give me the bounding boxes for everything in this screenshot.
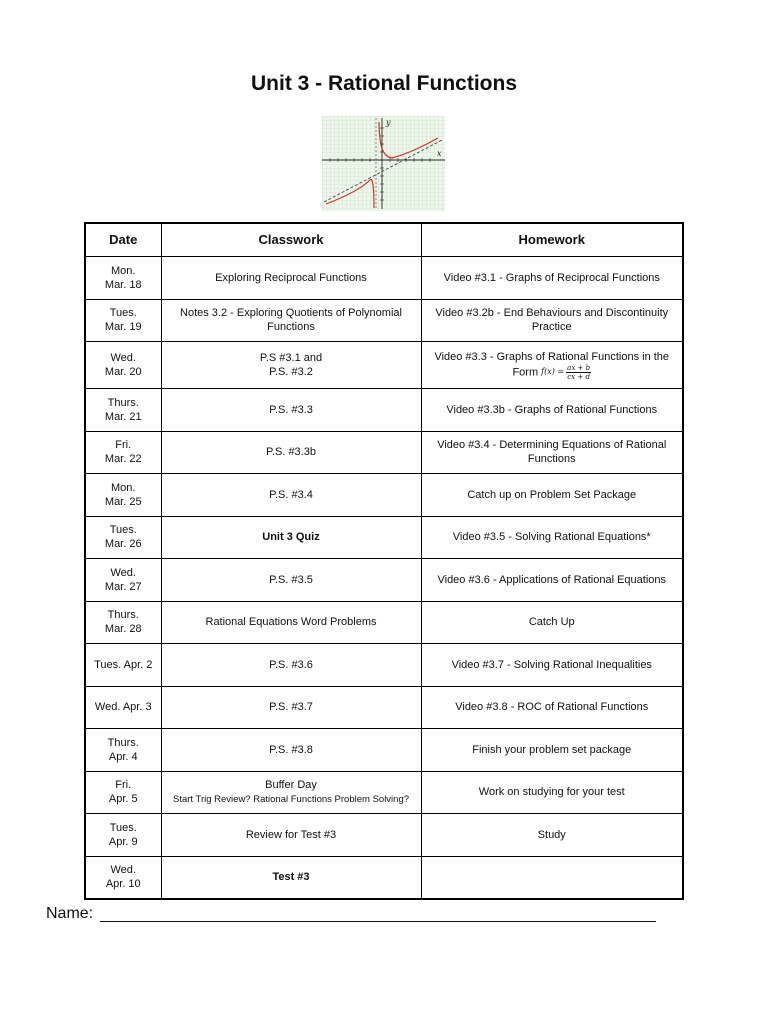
rational-function-graph (322, 116, 445, 211)
classwork-cell: Notes 3.2 - Exploring Quotients of Polynomial Functions (161, 299, 421, 342)
classwork-cell: Review for Test #3 (161, 814, 421, 857)
homework-cell: Finish your problem set package (421, 729, 683, 772)
classwork-cell: P.S. #3.3 (161, 389, 421, 432)
date-cell: Wed. Mar. 20 (85, 342, 161, 389)
date-cell: Thurs. Mar. 28 (85, 601, 161, 644)
rational-formula: f(x) = $\frac{ax + b}{cx + d}$ (541, 363, 591, 381)
homework-cell: Video #3.4 - Determining Equations of Rational Functions (421, 431, 683, 474)
table-row (85, 559, 683, 602)
date-cell: Wed. Apr. 10 (85, 856, 161, 899)
homework-cell: Video #3.6 - Applications of Rational Equations (421, 559, 683, 602)
classwork-cell: Rational Equations Word Problems (161, 601, 421, 644)
date-cell: Mon. Mar. 25 (85, 474, 161, 517)
homework-cell: Catch Up (421, 601, 683, 644)
classwork-cell: P.S. #3.3b (161, 431, 421, 474)
homework-cell: Video #3.5 - Solving Rational Equations* (421, 516, 683, 559)
column-header-classwork: Classwork (161, 223, 421, 257)
homework-cell: Video #3.1 - Graphs of Reciprocal Functions (421, 257, 683, 300)
homework-cell: Video #3.3b - Graphs of Rational Functions (421, 389, 683, 432)
table-row (85, 814, 683, 857)
date-cell: Thurs. Apr. 4 (85, 729, 161, 772)
table-row (85, 729, 683, 772)
table-row (85, 516, 683, 559)
date-cell: Tues. Mar. 26 (85, 516, 161, 559)
table-row (85, 856, 683, 899)
classwork-cell: Unit 3 Quiz (161, 516, 421, 559)
classwork-cell: P.S. #3.5 (161, 559, 421, 602)
classwork-cell: P.S #3.1 and P.S. #3.2 (161, 342, 421, 389)
homework-cell: Video #3.7 - Solving Rational Inequalities (421, 644, 683, 687)
table-row (85, 686, 683, 729)
table-row (85, 257, 683, 300)
name-field[interactable] (100, 921, 656, 922)
date-cell: Tues. Apr. 2 (85, 644, 161, 687)
date-cell: Wed. Apr. 3 (85, 686, 161, 729)
date-cell: Fri. Mar. 22 (85, 431, 161, 474)
page-title: Unit 3 - Rational Functions (251, 72, 517, 95)
date-cell: Wed. Mar. 27 (85, 559, 161, 602)
table-row (85, 342, 683, 389)
homework-cell (421, 856, 683, 899)
homework-cell: Catch up on Problem Set Package (421, 474, 683, 517)
date-cell: Fri. Apr. 5 (85, 771, 161, 814)
column-header-date: Date (85, 223, 161, 257)
table-row (85, 601, 683, 644)
classwork-cell: P.S. #3.8 (161, 729, 421, 772)
date-cell: Thurs. Mar. 21 (85, 389, 161, 432)
classwork-cell: P.S. #3.7 (161, 686, 421, 729)
homework-cell: Video #3.3 - Graphs of Rational Functions in the Form f(x) = $\frac{ax + b}{cx + d}$ (421, 342, 683, 389)
homework-cell: Video #3.2b - End Behaviours and Discontinuity Practice (421, 299, 683, 342)
schedule-table (84, 222, 684, 900)
table-row (85, 771, 683, 814)
date-cell: Mon. Mar. 18 (85, 257, 161, 300)
name-label: Name: (46, 905, 94, 922)
classwork-cell: P.S. #3.4 (161, 474, 421, 517)
table-row (85, 431, 683, 474)
svg-text:x: x (437, 149, 442, 158)
homework-cell: Work on studying for your test (421, 771, 683, 814)
homework-cell: Video #3.8 - ROC of Rational Functions (421, 686, 683, 729)
table-row (85, 644, 683, 687)
table-row (85, 299, 683, 342)
column-header-homework: Homework (421, 223, 683, 257)
date-cell: Tues. Mar. 19 (85, 299, 161, 342)
svg-text:y: y (386, 118, 391, 127)
classwork-cell: Test #3 (161, 856, 421, 899)
table-row (85, 474, 683, 517)
table-row (85, 389, 683, 432)
classwork-cell: Exploring Reciprocal Functions (161, 257, 421, 300)
table-header-row (85, 223, 683, 257)
homework-cell: Study (421, 814, 683, 857)
classwork-cell: P.S. #3.6 (161, 644, 421, 687)
date-cell: Tues. Apr. 9 (85, 814, 161, 857)
classwork-cell: Buffer Day Start Trig Review? Rational Functions Problem Solving? (161, 771, 421, 814)
